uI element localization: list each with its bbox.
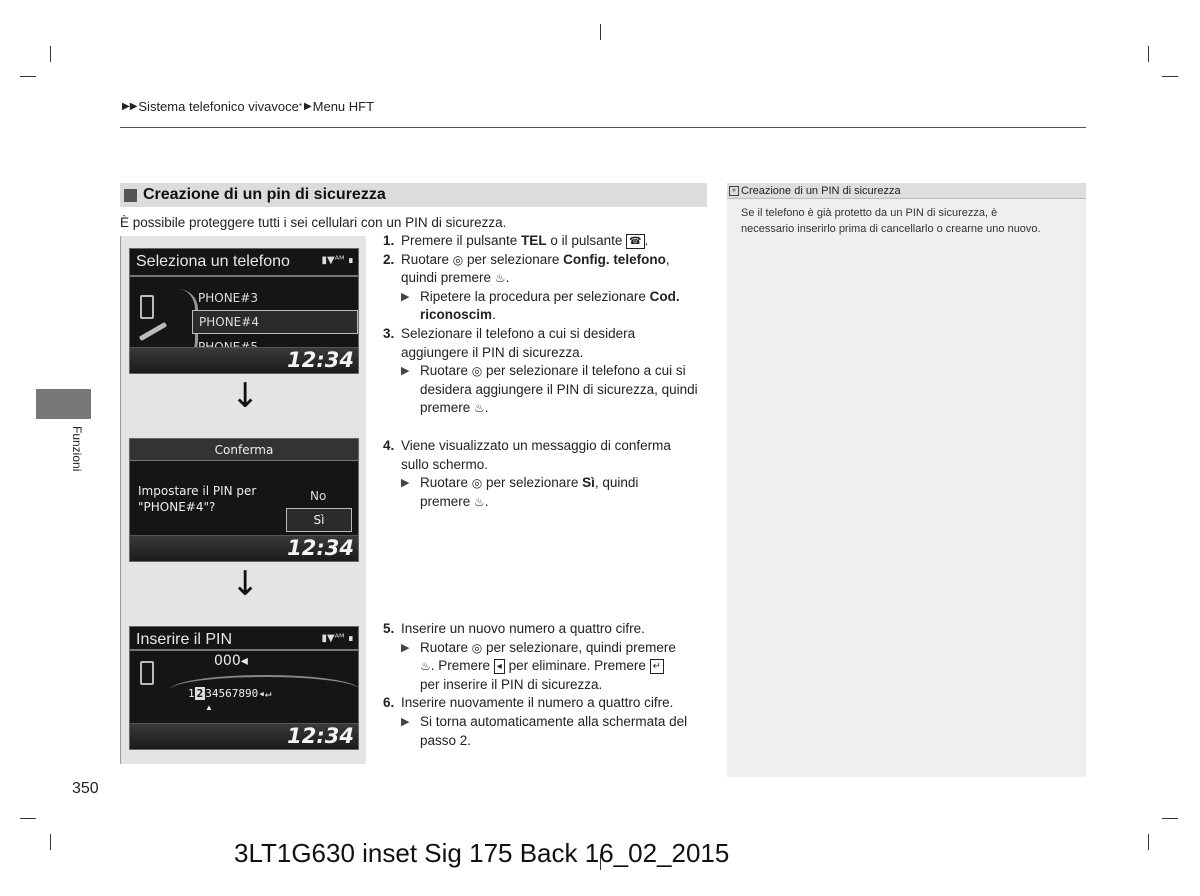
breadcrumb-arrow-icon: ▶ <box>303 101 312 112</box>
clock-bar <box>130 535 358 561</box>
status-icons: ▮▼ᴬᴹ ∎ <box>321 255 354 266</box>
text: . <box>484 400 489 416</box>
step-4-note <box>383 474 708 511</box>
wrench-icon <box>139 322 167 341</box>
screen-title: Seleziona un telefono <box>136 253 290 270</box>
note-text <box>420 362 698 418</box>
step-number: 5. <box>383 621 395 636</box>
enter-key-icon: ↵ <box>650 659 664 674</box>
crop-mark <box>20 818 36 819</box>
text: sullo schermo. <box>401 456 489 472</box>
option-si-selected: Sì <box>286 508 352 532</box>
arrow-right-icon: ▶ <box>401 715 410 728</box>
down-arrow-icon: ↓ <box>231 376 260 416</box>
text: Ruotare <box>420 639 472 655</box>
push-icon: ♨ <box>474 401 485 416</box>
caret-up-icon: ▲ <box>205 703 213 712</box>
sidebar-line-1: Se il telefono è già protetto da un PIN di sicurezza, è <box>741 207 998 219</box>
list-item-phone-4-selected: PHONE#4 <box>192 310 358 334</box>
section-header <box>120 183 707 207</box>
note-text <box>420 288 680 325</box>
step-3 <box>383 325 708 362</box>
text: Ruotare <box>401 251 453 267</box>
screen-enter-pin <box>129 626 359 750</box>
option-no: No <box>310 489 327 503</box>
chapter-label: Funzioni <box>70 426 84 472</box>
confirm-message <box>138 483 256 515</box>
text: . <box>484 493 489 509</box>
text: quindi premere <box>401 270 495 286</box>
confirm-title: Conferma <box>130 439 358 461</box>
step-number: 4. <box>383 438 395 453</box>
footnote-star: * <box>298 102 302 111</box>
bold-text: riconoscim <box>420 307 493 323</box>
text: o il pulsante <box>546 233 627 248</box>
breadcrumb <box>122 99 374 114</box>
text: Ruotare <box>420 475 472 491</box>
screen-select-phone <box>129 248 359 374</box>
text: , <box>665 251 670 267</box>
step-1 <box>383 232 708 251</box>
arrow-right-icon: ▶ <box>401 641 410 654</box>
text: per inserire il PIN di sicurezza. <box>420 676 603 692</box>
text: Ripetere la procedura per selezionare <box>420 288 650 304</box>
sidebar-text <box>727 199 1086 243</box>
pin-key-selected: 2 <box>196 687 204 700</box>
step-3-note <box>383 362 708 418</box>
step-6-note <box>383 713 708 750</box>
crop-mark <box>50 46 51 62</box>
dial-icon: ◎ <box>452 252 464 267</box>
text: premere <box>420 400 475 416</box>
text: . <box>492 307 496 323</box>
note-text <box>420 474 638 511</box>
step-5 <box>383 620 708 639</box>
note-text <box>420 639 676 695</box>
note-text <box>420 713 687 750</box>
step-2 <box>383 251 708 288</box>
step-text: Inserire un nuovo numero a quattro cifre. <box>401 621 645 636</box>
bold-text: TEL <box>521 233 547 248</box>
arrow-right-icon: ▶ <box>401 365 410 378</box>
text: . <box>505 270 510 286</box>
sidebar-title: Creazione di un PIN di sicurezza <box>741 184 901 197</box>
text: premere <box>420 493 475 509</box>
step-text <box>401 232 648 251</box>
screen-confirm <box>129 438 359 562</box>
bold-text: Config. telefono <box>563 251 666 267</box>
footer-print-code: 3LT1G630 inset Sig 175 Back 16_02_2015 <box>234 838 730 868</box>
bold-text: Cod. <box>649 288 680 304</box>
crop-mark <box>600 24 601 40</box>
phone-icon <box>140 661 154 685</box>
reference-icon: » <box>729 186 739 196</box>
screens-panel <box>120 236 366 764</box>
text: Viene visualizzato un messaggio di conferma <box>401 438 671 453</box>
text: per selezionare, quindi premere <box>482 639 676 655</box>
text: passo 2. <box>420 732 472 748</box>
clock-bar <box>130 723 358 749</box>
crop-mark <box>1148 46 1149 62</box>
confirm-message-line-2: "PHONE#4"? <box>138 500 216 514</box>
steps-group-1 <box>383 232 708 418</box>
dial-icon: ◎ <box>471 640 483 655</box>
step-number: 1. <box>383 233 395 248</box>
crop-mark <box>50 834 51 850</box>
arrow-right-icon: ▶ <box>401 477 410 490</box>
screen-title-rule <box>130 275 358 277</box>
pin-keypad <box>188 687 271 700</box>
step-text: Inserire nuovamente il numero a quattro cifre. <box>401 695 674 711</box>
confirm-message-line-1: Impostare il PIN per <box>138 484 257 498</box>
text: Premere il pulsante <box>401 233 522 248</box>
breadcrumb-part-1: Sistema telefonico vivavoce <box>138 99 299 114</box>
clock: 12:34 <box>287 536 354 560</box>
page-number: 350 <box>72 780 99 797</box>
step-text <box>401 325 635 362</box>
push-icon: ♨ <box>420 659 431 674</box>
crop-mark <box>1148 834 1149 850</box>
sidebar-header <box>727 183 1086 199</box>
screen-title: Inserire il PIN <box>136 631 233 648</box>
chapter-tab <box>36 389 91 419</box>
step-text <box>401 251 670 288</box>
screen-title-rule <box>130 649 358 651</box>
pin-keys: 34567890◂↵ <box>205 687 272 700</box>
text: . Premere <box>430 658 494 674</box>
pin-digits: 000◂ <box>214 653 248 669</box>
text: , quindi <box>594 475 639 491</box>
list-item-phone-3: PHONE#3 <box>198 291 258 305</box>
push-icon: ♨ <box>494 271 506 286</box>
dial-icon: ◎ <box>471 476 483 491</box>
step-2-note <box>383 288 708 325</box>
phone-key-icon: ☎ <box>626 234 644 249</box>
step-text <box>401 437 671 474</box>
text: desidera aggiungere il PIN di sicurezza, quindi <box>420 381 698 397</box>
dial-icon: ◎ <box>471 364 483 379</box>
clock: 12:34 <box>287 348 354 372</box>
step-number: 6. <box>383 695 395 711</box>
section-square-icon <box>124 189 137 202</box>
text: aggiungere il PIN di sicurezza. <box>401 344 584 360</box>
text: Ruotare <box>420 363 472 379</box>
section-title: Creazione di un pin di sicurezza <box>143 186 386 203</box>
crop-mark <box>20 76 36 77</box>
step-4 <box>383 437 708 474</box>
text: Si torna automaticamente alla schermata del <box>420 713 688 729</box>
steps-group-3 <box>383 620 708 750</box>
text: per eliminare. Premere <box>504 658 650 674</box>
down-arrow-icon: ↓ <box>231 564 260 604</box>
step-number: 2. <box>383 251 395 267</box>
sidebar-line-2: necessario inserirlo prima di cancellarlo o crearne uno nuovo. <box>741 223 1041 235</box>
intro-text: È possibile proteggere tutti i sei cellulari con un PIN di sicurezza. <box>120 215 507 230</box>
status-icons: ▮▼ᴬᴹ ∎ <box>321 633 354 644</box>
crop-mark <box>1162 76 1178 77</box>
text: per selezionare <box>463 251 564 267</box>
steps-group-2 <box>383 437 708 511</box>
clock-bar <box>130 347 358 373</box>
text: per selezionare il telefono a cui si <box>482 363 686 379</box>
pin-key: 1 <box>188 687 195 700</box>
crop-mark <box>1162 818 1178 819</box>
text: Selezionare il telefono a cui si desidera <box>401 325 636 341</box>
clock: 12:34 <box>287 724 354 748</box>
arrow-right-icon: ▶ <box>401 290 410 303</box>
push-icon: ♨ <box>474 494 485 509</box>
header-rule <box>120 127 1086 128</box>
text: . <box>644 233 649 248</box>
back-key-icon: ◂ <box>494 659 505 674</box>
bold-text: Sì <box>582 475 595 491</box>
breadcrumb-arrow-icon: ▶▶ <box>122 101 138 112</box>
phone-icon <box>140 295 154 319</box>
sidebar-note <box>727 183 1086 777</box>
step-6 <box>383 694 708 713</box>
step-number: 3. <box>383 325 395 341</box>
text: per selezionare <box>482 475 583 491</box>
step-5-note <box>383 639 708 695</box>
breadcrumb-part-2: Menu HFT <box>312 99 375 114</box>
